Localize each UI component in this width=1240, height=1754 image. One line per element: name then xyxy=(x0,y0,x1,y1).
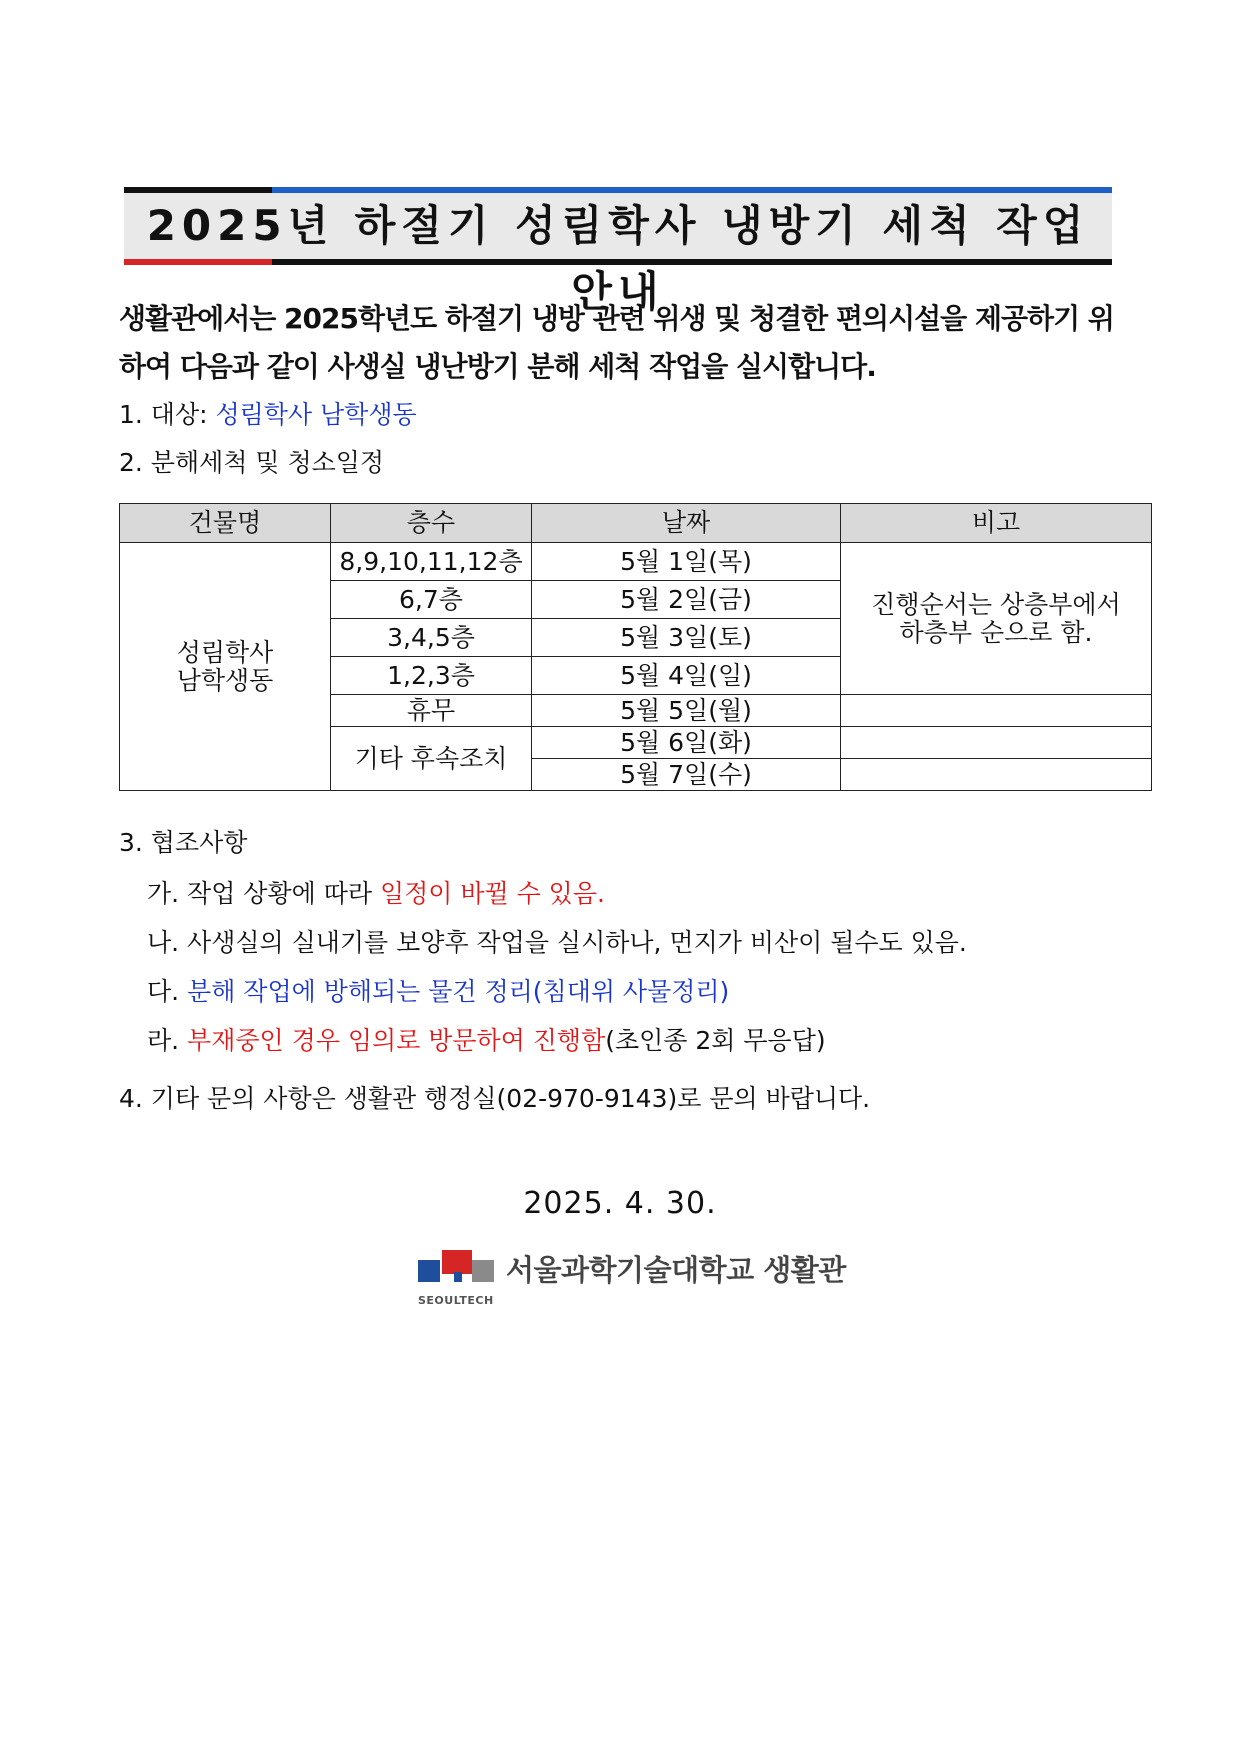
header-note: 비고 xyxy=(841,504,1152,543)
item-cooperation-heading: 3. 협조사항 xyxy=(119,828,248,857)
date-cell: 5월 2일(금) xyxy=(532,581,841,619)
date-cell: 5월 3일(토) xyxy=(532,619,841,657)
date-cell: 5월 6일(화) xyxy=(532,727,841,759)
date-cell: 5월 5일(월) xyxy=(532,695,841,727)
note-cell: 진행순서는 상층부에서 하층부 순으로 함. xyxy=(841,543,1152,695)
table-row xyxy=(120,543,1152,581)
intro-paragraph: 생활관에서는 2025학년도 하절기 냉방 관련 위생 및 청결한 편의시설을 제공하기 위하여 다음과 같이 사생실 냉난방기 분해 세척 작업을 실시합니다. xyxy=(119,302,1114,383)
date-cell: 5월 1일(목) xyxy=(532,543,841,581)
page-title: 2025년 하절기 성림학사 냉방기 세척 작업 안내 xyxy=(146,201,1090,316)
cooperation-ra-suffix: (초인종 2회 무응답) xyxy=(605,1026,826,1055)
banner-bar-bottom-right xyxy=(272,259,1112,265)
floor-cell: 기타 후속조치 xyxy=(331,727,532,791)
header-date: 날짜 xyxy=(532,504,841,543)
note-cell-empty xyxy=(841,759,1152,791)
table-header-row xyxy=(120,504,1152,543)
cooperation-da-highlight: 분해 작업에 방해되는 물건 정리(침대위 사물정리) xyxy=(187,977,730,1006)
signature-block xyxy=(418,1238,858,1314)
seoultech-logo-icon xyxy=(418,1238,496,1292)
floor-cell: 휴무 xyxy=(331,695,532,727)
banner-bar-bottom-left xyxy=(124,259,272,265)
item-target-value: 성림학사 남학생동 xyxy=(215,400,417,429)
item-inquiry: 4. 기타 문의 사항은 생활관 행정실(02-970-9143)로 문의 바랍니다. xyxy=(119,1084,871,1113)
cooperation-ga-prefix: 가. 작업 상황에 따라 xyxy=(147,879,380,908)
cooperation-ra-highlight: 부재중인 경우 임의로 방문하여 진행함 xyxy=(187,1026,606,1055)
cooperation-ga-highlight: 일정이 바뀔 수 있음. xyxy=(379,879,605,908)
title-banner xyxy=(124,187,1112,316)
organization-name: 서울과학기술대학교 생활관 xyxy=(506,1253,846,1287)
date-cell: 5월 4일(일) xyxy=(532,657,841,695)
floor-cell: 6,7층 xyxy=(331,581,532,619)
note-cell-empty xyxy=(841,695,1152,727)
date-cell: 5월 7일(수) xyxy=(532,759,841,791)
item-target xyxy=(119,398,417,432)
cooperation-da xyxy=(147,975,729,1009)
item-schedule-heading: 2. 분해세척 및 청소일정 xyxy=(119,448,385,477)
logo-caption: SEOULTECH xyxy=(418,1294,494,1307)
header-floor: 층수 xyxy=(331,504,532,543)
cooperation-ra-prefix: 라. xyxy=(147,1026,188,1055)
note-cell-empty xyxy=(841,727,1152,759)
document-date: 2025. 4. 30. xyxy=(523,1186,717,1221)
cooperation-na: 나. 사생실의 실내기를 보양후 작업을 실시하나, 먼지가 비산이 될수도 있음. xyxy=(147,928,967,957)
floor-cell: 3,4,5층 xyxy=(331,619,532,657)
floor-cell: 1,2,3층 xyxy=(331,657,532,695)
building-cell: 성림학사 남학생동 xyxy=(120,543,331,791)
floor-cell: 8,9,10,11,12층 xyxy=(331,543,532,581)
item-target-label: 1. 대상: xyxy=(119,400,216,429)
cooperation-ga xyxy=(147,877,605,911)
schedule-table xyxy=(119,503,1152,791)
cooperation-da-prefix: 다. xyxy=(147,977,188,1006)
cooperation-ra xyxy=(147,1024,826,1058)
header-building: 건물명 xyxy=(120,504,331,543)
